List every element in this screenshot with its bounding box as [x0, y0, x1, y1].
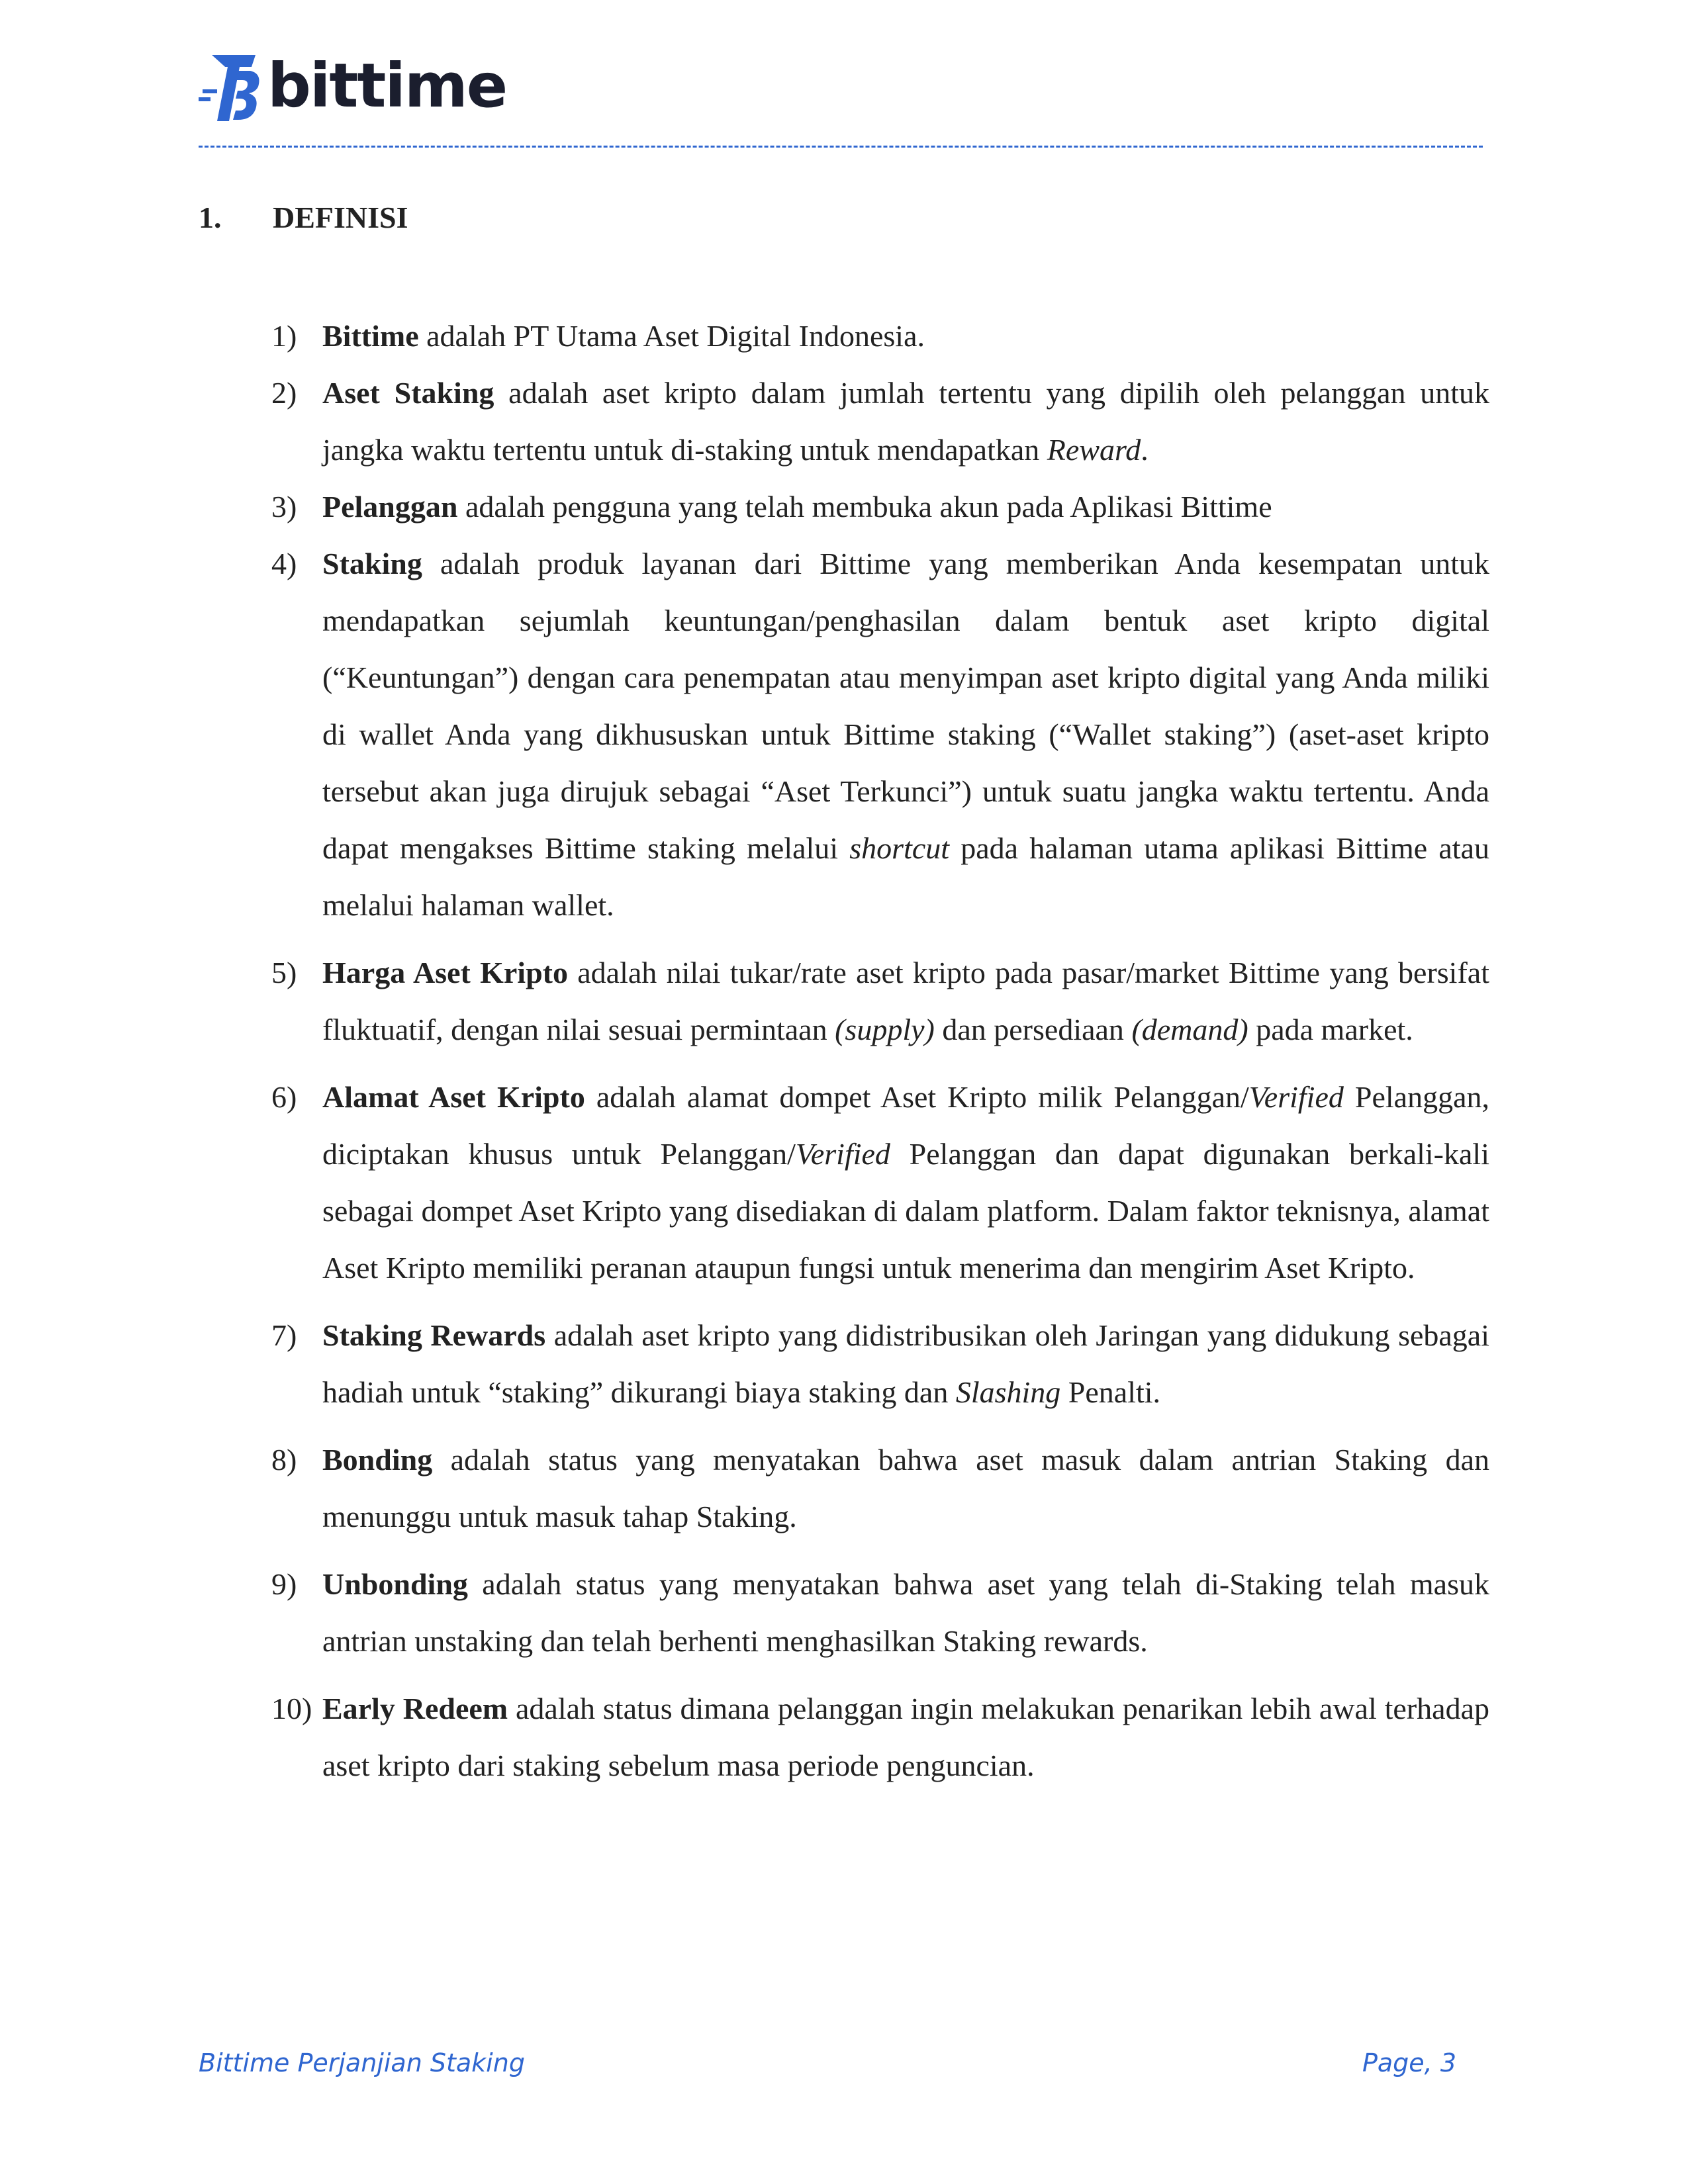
bittime-logo-icon — [199, 43, 265, 129]
text-segment: adalah status yang menyatakan bahwa aset masuk dalam antrian Staking dan menunggu untuk masuk tahap Staking. — [322, 1443, 1489, 1533]
item-text — [322, 1307, 1489, 1421]
italic-segment: Reward — [1047, 433, 1141, 467]
item-number: 9) — [271, 1567, 297, 1601]
term: Early Redeem — [322, 1692, 508, 1725]
header-divider — [199, 146, 1483, 148]
definition-item — [271, 1069, 1489, 1297]
text-segment: Pelanggan dan dapat digunakan berkali-kali sebagai dompet Aset Kripto yang disediakan di dalam platform. Dalam faktor teknisnya, alamat Aset Kripto memiliki peranan ataupun fungsi untuk menerima dan mengirim Aset Kripto. — [322, 1137, 1489, 1285]
term: Alamat Aset Kripto — [322, 1080, 585, 1114]
text-segment: adalah status yang menyatakan bahwa aset yang telah di-Staking telah masuk antrian unstaking dan telah berhenti menghasilkan Staking rewards. — [322, 1567, 1489, 1658]
term: Staking Rewards — [322, 1318, 546, 1352]
definition-item — [271, 535, 1489, 934]
text-segment: Pelanggan, diciptakan khusus untuk Pelanggan/ — [322, 1080, 1489, 1171]
italic-segment: (supply) — [835, 1013, 935, 1046]
logo-wordmark: bittime — [267, 50, 507, 121]
text-segment: adalah PT Utama Aset Digital Indonesia. — [418, 319, 925, 353]
item-text — [322, 1069, 1489, 1297]
term: Pelanggan — [322, 490, 458, 523]
text-segment: pada halaman utama aplikasi Bittime atau melalui halaman wallet. — [322, 831, 1489, 922]
term: Unbonding — [322, 1567, 468, 1601]
item-number: 3) — [271, 490, 297, 523]
text-segment: dan persediaan — [934, 1013, 1132, 1046]
definition-item — [271, 1307, 1489, 1421]
section-heading — [199, 200, 408, 235]
text-segment: adalah aset kripto yang didistribusikan oleh Jaringan yang didukung sebagai hadiah untuk “staking” dikurangi biaya staking dan — [322, 1318, 1489, 1409]
item-text — [322, 1680, 1489, 1794]
item-number: 5) — [271, 956, 297, 989]
italic-segment: Verified — [1248, 1080, 1344, 1114]
item-number: 8) — [271, 1443, 297, 1477]
text-segment: adalah status dimana pelanggan ingin melakukan penarikan lebih awal terhadap aset kripto dari staking sebelum masa periode penguncian. — [322, 1692, 1489, 1782]
item-text — [322, 308, 1489, 365]
item-text — [322, 1556, 1489, 1670]
footer-document-title: Bittime Perjanjian Staking — [199, 2048, 525, 2077]
definitions-list — [271, 308, 1489, 1794]
text-segment: adalah alamat dompet Aset Kripto milik Pelanggan/ — [585, 1080, 1249, 1114]
text-segment: adalah pengguna yang telah membuka akun pada Aplikasi Bittime — [457, 490, 1272, 523]
item-text — [322, 1432, 1489, 1545]
text-segment: adalah nilai tukar/rate aset kripto pada pasar/market Bittime yang bersifat fluktuatif, dengan nilai sesuai permintaan — [322, 956, 1489, 1046]
italic-segment: Slashing — [955, 1375, 1061, 1409]
item-number: 2) — [271, 376, 297, 410]
item-number: 7) — [271, 1318, 297, 1352]
item-number: 6) — [271, 1080, 297, 1114]
text-segment: adalah aset kripto dalam jumlah tertentu yang dipilih oleh pelanggan untuk jangka waktu tertentu untuk di-staking untuk mendapatkan — [322, 376, 1489, 467]
section-number: 1. — [199, 201, 222, 234]
bittime-logo — [199, 40, 1489, 132]
definition-item — [271, 478, 1489, 535]
item-text — [322, 944, 1489, 1058]
item-text — [322, 535, 1489, 934]
term: Harga Aset Kripto — [322, 956, 568, 989]
text-segment: . — [1141, 433, 1149, 467]
text-segment: Penalti. — [1060, 1375, 1161, 1409]
definition-item — [271, 365, 1489, 478]
term: Aset Staking — [322, 376, 494, 410]
definition-item — [271, 308, 1489, 365]
item-number: 10) — [271, 1692, 312, 1725]
page-footer — [199, 2048, 1456, 2077]
italic-segment: Verified — [795, 1137, 890, 1171]
footer-page-number: Page, 3 — [1362, 2048, 1456, 2077]
term: Staking — [322, 547, 422, 580]
text-segment: pada market. — [1248, 1013, 1413, 1046]
italic-segment: shortcut — [849, 831, 950, 865]
text-segment: adalah produk layanan dari Bittime yang memberikan Anda kesempatan untuk mendapatkan sejumlah keuntungan/penghasilan dalam bentuk aset kripto digital (“Keuntungan”) dengan cara penempatan atau menyimpan aset kripto digital yang Anda miliki di wallet Anda yang dikhususkan untuk Bittime staking (“Wallet staking”) (aset-aset kripto tersebut akan juga dirujuk sebagai “Aset Terkunci”) untuk suatu jangka waktu tertentu. Anda dapat mengakses Bittime staking melalui — [322, 547, 1489, 865]
definition-item — [271, 1556, 1489, 1670]
definition-item — [271, 1432, 1489, 1545]
definition-item — [271, 944, 1489, 1058]
item-text — [322, 478, 1489, 535]
section-title: DEFINISI — [273, 201, 408, 234]
term: Bittime — [322, 319, 419, 353]
italic-segment: (demand) — [1131, 1013, 1248, 1046]
definition-item — [271, 1680, 1489, 1794]
item-number: 4) — [271, 547, 297, 580]
item-number: 1) — [271, 319, 297, 353]
page-header — [199, 40, 1489, 148]
item-text — [322, 365, 1489, 478]
term: Bonding — [322, 1443, 433, 1477]
